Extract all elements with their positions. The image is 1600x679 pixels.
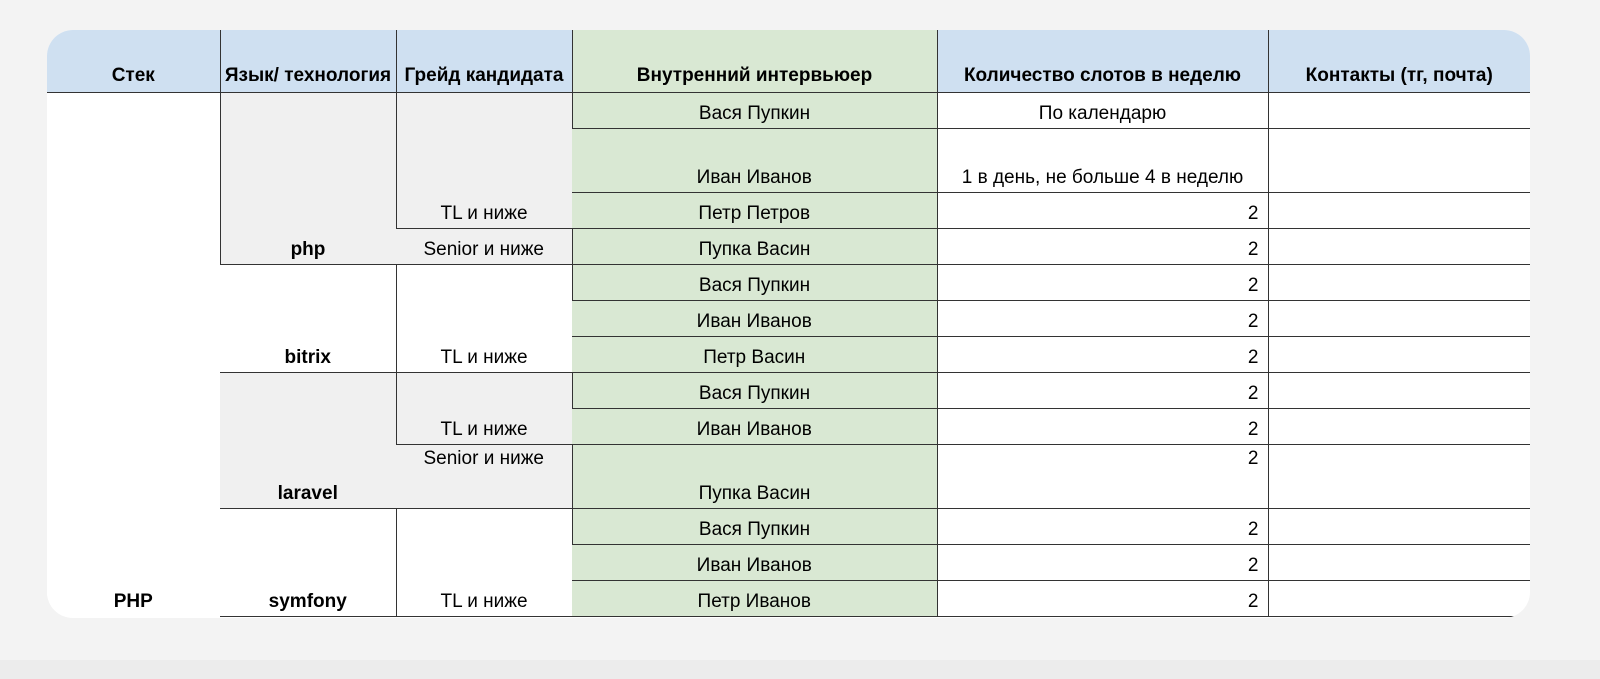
header-row [47, 30, 1530, 92]
header-grade: Грейд кандидата [396, 30, 572, 92]
slots-cell[interactable]: 2 [937, 228, 1268, 264]
slots-cell[interactable]: 1 в день, не больше 4 в неделю [937, 128, 1268, 192]
contacts-cell[interactable] [1268, 372, 1530, 408]
tech-cell-bitrix[interactable]: bitrix [220, 264, 396, 372]
interviewer-cell[interactable]: Петр Иванов [572, 580, 937, 616]
tech-cell-php[interactable]: php [220, 92, 396, 264]
slots-cell[interactable]: По календарю [937, 92, 1268, 128]
interviewer-cell[interactable]: Иван Иванов [572, 408, 937, 444]
contacts-cell[interactable] [1268, 228, 1530, 264]
interviewer-cell[interactable]: Вася Пупкин [572, 92, 937, 128]
table-row [47, 508, 1530, 544]
interviewers-table [47, 30, 1530, 617]
interviewer-cell[interactable]: Петр Васин [572, 336, 937, 372]
slots-cell[interactable]: 2 [937, 300, 1268, 336]
contacts-cell[interactable] [1268, 300, 1530, 336]
spreadsheet-card [47, 30, 1530, 618]
header-slots: Количество слотов в неделю [937, 30, 1268, 92]
interviewer-cell[interactable]: Иван Иванов [572, 300, 937, 336]
table-row [47, 372, 1530, 408]
contacts-cell[interactable] [1268, 544, 1530, 580]
contacts-cell[interactable] [1268, 264, 1530, 300]
slots-cell[interactable]: 2 [937, 372, 1268, 408]
grade-cell[interactable]: TL и ниже [396, 92, 572, 228]
grade-cell[interactable]: Senior и ниже [396, 444, 572, 508]
grade-cell[interactable]: Senior и ниже [396, 228, 572, 264]
grade-cell[interactable]: TL и ниже [396, 372, 572, 444]
interviewer-cell[interactable]: Пупка Васин [572, 228, 937, 264]
interviewer-cell[interactable]: Вася Пупкин [572, 508, 937, 544]
grade-cell[interactable]: TL и ниже [396, 264, 572, 372]
interviewer-cell[interactable]: Вася Пупкин [572, 372, 937, 408]
header-stack: Стек [47, 30, 220, 92]
contacts-cell[interactable] [1268, 128, 1530, 192]
contacts-cell[interactable] [1268, 336, 1530, 372]
interviewer-cell[interactable]: Иван Иванов [572, 128, 937, 192]
slots-cell[interactable]: 2 [937, 508, 1268, 544]
contacts-cell[interactable] [1268, 408, 1530, 444]
contacts-cell[interactable] [1268, 444, 1530, 508]
slots-cell[interactable]: 2 [937, 408, 1268, 444]
interviewer-cell[interactable]: Пупка Васин [572, 444, 937, 508]
slots-cell[interactable]: 2 [937, 264, 1268, 300]
slots-cell[interactable]: 2 [937, 336, 1268, 372]
grade-cell[interactable]: TL и ниже [396, 508, 572, 616]
slots-cell[interactable]: 2 [937, 192, 1268, 228]
header-interviewer: Внутренний интервьюер [572, 30, 937, 92]
tech-cell-laravel[interactable]: laravel [220, 372, 396, 508]
page-footer-band [0, 660, 1600, 679]
contacts-cell[interactable] [1268, 508, 1530, 544]
contacts-cell[interactable] [1268, 92, 1530, 128]
slots-cell[interactable]: 2 [937, 544, 1268, 580]
table-row [47, 264, 1530, 300]
interviewer-cell[interactable]: Иван Иванов [572, 544, 937, 580]
header-contacts: Контакты (тг, почта) [1268, 30, 1530, 92]
slots-cell[interactable]: 2 [937, 444, 1268, 508]
header-language: Язык/ технология [220, 30, 396, 92]
interviewer-cell[interactable]: Петр Петров [572, 192, 937, 228]
contacts-cell[interactable] [1268, 580, 1530, 616]
table-row [47, 92, 1530, 128]
tech-cell-symfony[interactable]: symfony [220, 508, 396, 616]
contacts-cell[interactable] [1268, 192, 1530, 228]
stack-cell[interactable]: PHP [47, 92, 220, 616]
interviewer-cell[interactable]: Вася Пупкин [572, 264, 937, 300]
slots-cell[interactable]: 2 [937, 580, 1268, 616]
